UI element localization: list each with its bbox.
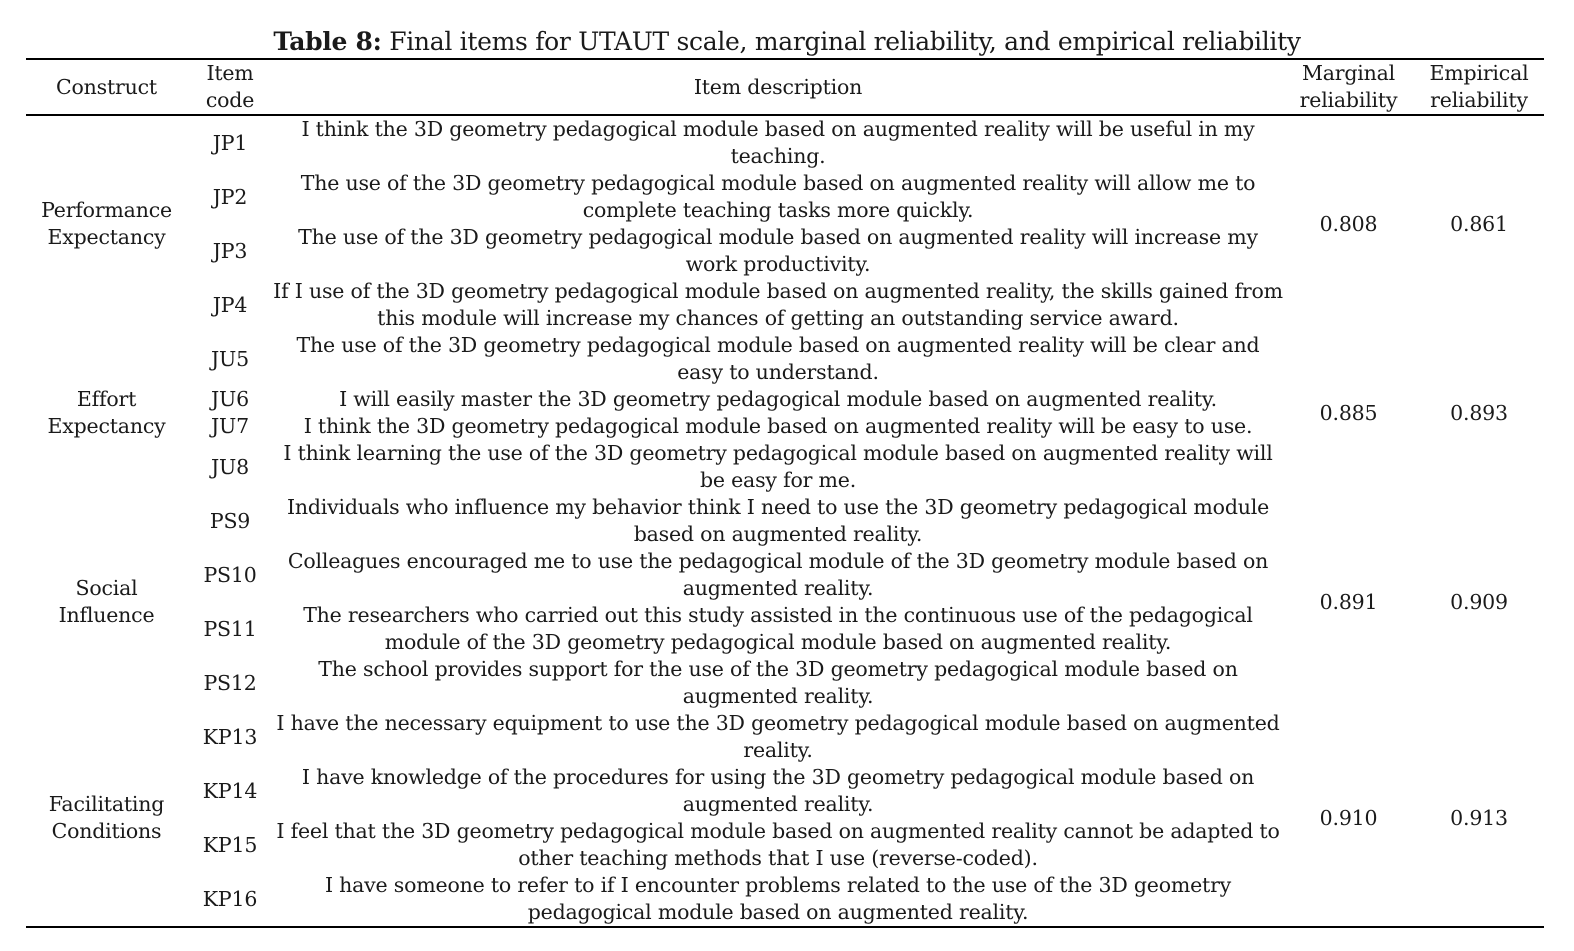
marginal-reliability: 0.891 — [1319, 589, 1378, 614]
item-description: The researchers who carried out this study assisted in the continuous use of the pedagogical module of the 3D geometry pedagogical module based on augmented reality. — [303, 603, 1253, 654]
item-code: KP14 — [202, 778, 258, 803]
item-description: I have the necessary equipment to use the 3D geometry pedagogical module based on augmented reality. — [276, 711, 1280, 762]
item-code: KP13 — [202, 724, 258, 749]
empirical-reliability: 0.913 — [1450, 805, 1508, 830]
marginal-reliability: 0.808 — [1319, 211, 1378, 236]
header-row — [26, 59, 1544, 115]
item-description: I have someone to refer to if I encounter problems related to the use of the 3D geometry pedagogical module based on augmented reality. — [324, 873, 1232, 924]
item-description: The school provides support for the use of the 3D geometry pedagogical module based on augmented reality. — [318, 657, 1238, 708]
item-description: The use of the 3D geometry pedagogical module based on augmented reality will increase my work productivity. — [298, 225, 1258, 276]
construct-cell: Social Influence — [58, 576, 155, 627]
empirical-reliability: 0.861 — [1450, 211, 1508, 236]
item-code: JU6 — [211, 387, 249, 411]
item-code: JP4 — [212, 292, 248, 317]
item-description: The use of the 3D geometry pedagogical module based on augmented reality will allow me to complete teaching tasks more quickly. — [300, 171, 1256, 222]
caption-text: Final items for UTAUT scale, marginal reliability, and empirical reliability — [381, 27, 1301, 56]
table-row — [26, 115, 1544, 170]
item-code: PS12 — [203, 670, 257, 695]
item-code: PS11 — [203, 616, 257, 641]
utaut-table — [26, 58, 1544, 928]
item-description: I will easily master the 3D geometry pedagogical module based on augmented reality. — [339, 387, 1217, 411]
item-code: JP1 — [212, 130, 248, 155]
item-description: I think the 3D geometry pedagogical module based on augmented reality will be useful in my teaching. — [301, 117, 1255, 168]
item-description: I feel that the 3D geometry pedagogical module based on augmented reality cannot be adapted to other teaching methods that I use (reverse-coded). — [276, 819, 1280, 870]
item-description: Colleagues encouraged me to use the pedagogical module of the 3D geometry module based on augmented reality. — [287, 549, 1269, 600]
item-code: PS9 — [209, 508, 251, 533]
item-code: JP2 — [212, 184, 248, 209]
item-description: Individuals who influence my behavior think I need to use the 3D geometry pedagogical module based on augmented reality. — [286, 495, 1270, 546]
item-description: If I use of the 3D geometry pedagogical module based on augmented reality, the skills gained from this module will increase my chances of getting an outstanding service award. — [273, 279, 1283, 330]
item-code: KP16 — [202, 886, 258, 911]
header-item-description: Item description — [693, 74, 863, 99]
item-description: I have knowledge of the procedures for using the 3D geometry pedagogical module based on augmented reality. — [301, 765, 1255, 816]
construct-cell: Effort Expectancy — [47, 387, 166, 438]
table-row — [26, 494, 1544, 548]
item-code: KP15 — [202, 832, 258, 857]
caption-label: Table 8: — [273, 27, 382, 56]
construct-cell: Performance Expectancy — [41, 198, 172, 249]
item-description: I think the 3D geometry pedagogical module based on augmented reality will be easy to use. — [303, 414, 1253, 438]
table-row — [26, 710, 1544, 764]
header-construct: Construct — [56, 74, 157, 99]
empirical-reliability: 0.893 — [1450, 400, 1508, 425]
item-code: JP3 — [212, 238, 248, 263]
marginal-reliability: 0.910 — [1319, 805, 1378, 830]
item-description: The use of the 3D geometry pedagogical module based on augmented reality will be clear and easy to understand. — [296, 333, 1260, 384]
header-empirical-reliability: Empirical reliability — [1429, 61, 1529, 112]
table-row — [26, 332, 1544, 386]
item-code: JU7 — [211, 414, 249, 438]
marginal-reliability: 0.885 — [1319, 400, 1378, 425]
item-code: PS10 — [203, 562, 257, 587]
empirical-reliability: 0.909 — [1450, 589, 1508, 614]
header-item-code: Item code — [205, 61, 255, 112]
construct-cell: Facilitating Conditions — [48, 792, 165, 843]
header-marginal-reliability: Marginal reliability — [1299, 61, 1398, 112]
item-description: I think learning the use of the 3D geometry pedagogical module based on augmented reality will be easy for me. — [283, 441, 1273, 492]
item-code: JU5 — [211, 346, 249, 371]
item-code: JU8 — [211, 454, 249, 479]
table-caption — [0, 26, 1574, 58]
